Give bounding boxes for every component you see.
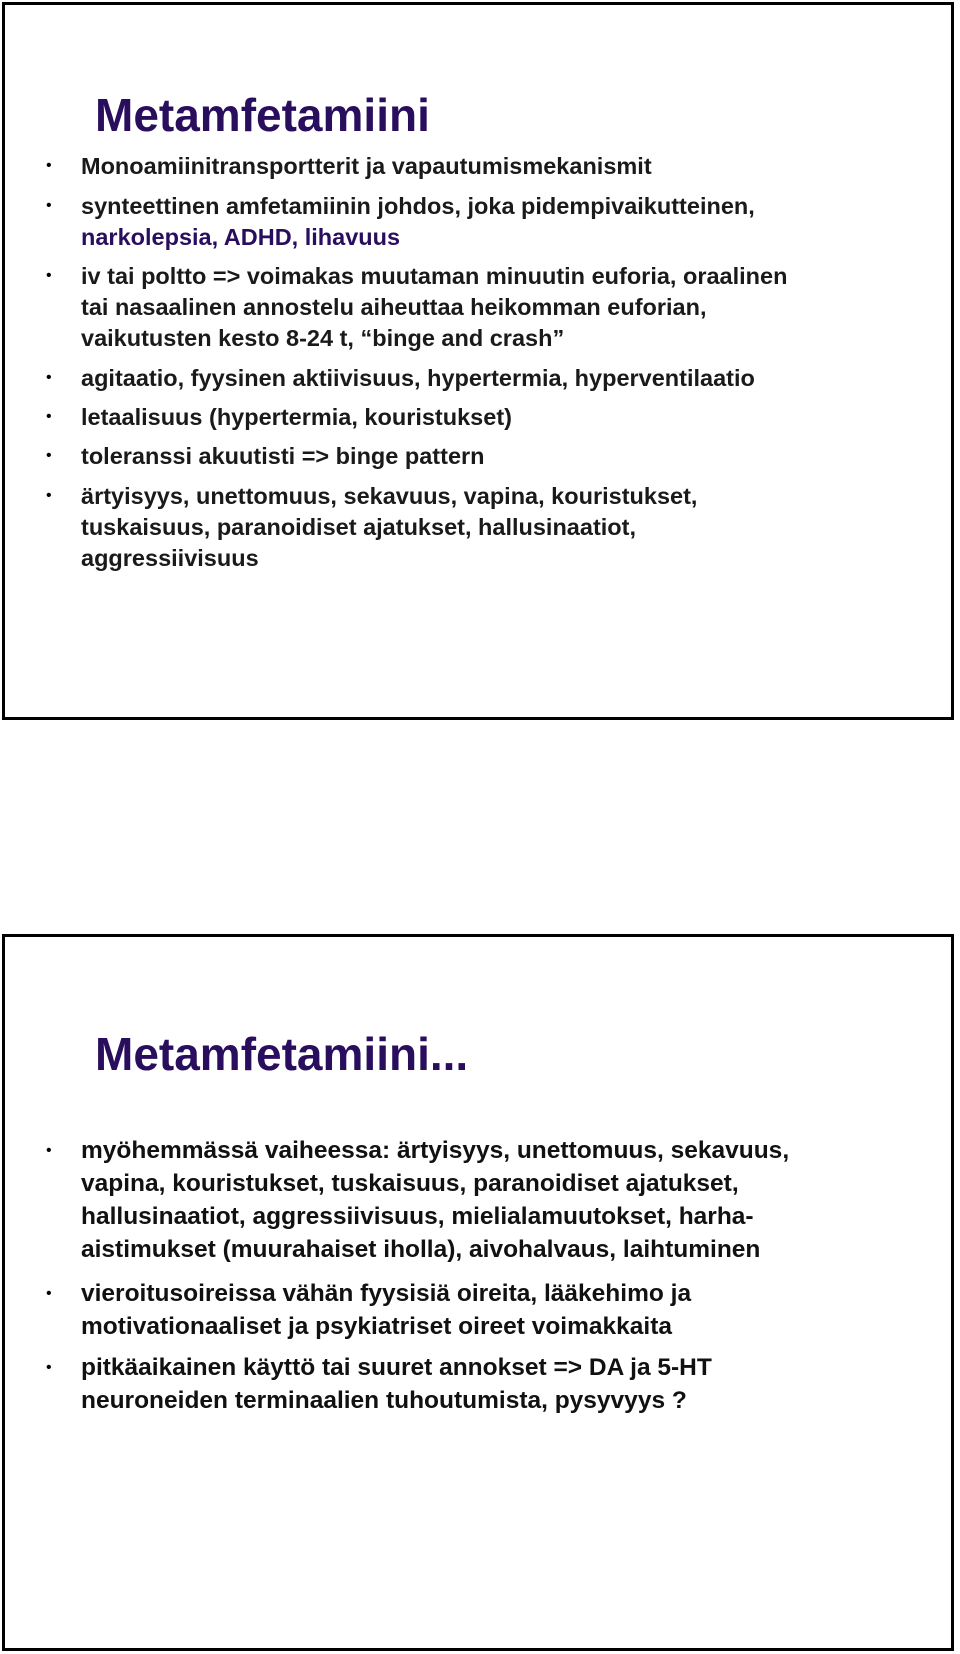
bullet-icon: • [46,369,52,386]
bullet-line: iv tai poltto => voimakas muutaman minuutin euforia, oraalinen [81,263,788,289]
slide-title: Metamfetamiini [95,89,430,141]
bullet-line: vieroitusoireissa vähän fyysisiä oireita, lääkehimo ja [81,1280,692,1307]
bullet-line: hallusinaatiot, aggressiivisuus, mielialamuutokset, harha- [81,1203,754,1230]
bullet-icon: • [46,1142,52,1159]
bullet-line: toleranssi akuutisti => binge pattern [81,443,485,469]
bullet-icon: • [46,157,52,174]
bullet-icon: • [46,447,52,464]
slide-2 [2,934,954,1651]
bullet-icon: • [46,267,52,284]
slide-1 [2,2,954,720]
bullet-icon: • [46,197,52,214]
bullet-line: vapina, kouristukset, tuskaisuus, paranoidiset ajatukset, [81,1170,739,1197]
bullet-line: tai nasaalinen annostelu aiheuttaa heikomman euforian, [81,294,707,320]
bullet-line: Monoamiinitransportterit ja vapautumismekanismit [81,153,652,179]
bullet-line: aggressiivisuus [81,545,259,571]
bullet-line: agitaatio, fyysinen aktiivisuus, hypertermia, hyperventilaatio [81,365,755,391]
bullet-line: synteettinen amfetamiinin johdos, joka pidempivaikutteinen, [81,193,755,219]
bullet-line: pitkäaikainen käyttö tai suuret annokset => DA ja 5-HT [81,1354,712,1381]
bullet-icon: • [46,408,52,425]
bullet-line: myöhemmässä vaiheessa: ärtyisyys, unettomuus, sekavuus, [81,1137,790,1164]
bullet-line: aistimukset (muurahaiset iholla), aivohalvaus, laihtuminen [81,1236,761,1263]
bullet-line: letaalisuus (hypertermia, kouristukset) [81,404,512,430]
slide-title: Metamfetamiini... [95,1028,469,1080]
bullet-line: narkolepsia, ADHD, lihavuus [81,224,401,250]
bullet-line: vaikutusten kesto 8-24 t, “binge and crash” [81,325,565,351]
bullet-icon: • [46,1285,52,1302]
bullet-icon: • [46,1359,52,1376]
bullet-line: motivationaaliset ja psykiatriset oireet voimakkaita [81,1313,672,1340]
bullet-icon: • [46,487,52,504]
bullet-line: ärtyisyys, unettomuus, sekavuus, vapina, kouristukset, [81,483,698,509]
bullet-line: neuroneiden terminaalien tuhoutumista, pysyvyys ? [81,1387,687,1414]
bullet-line: tuskaisuus, paranoidiset ajatukset, hallusinaatiot, [81,514,637,540]
